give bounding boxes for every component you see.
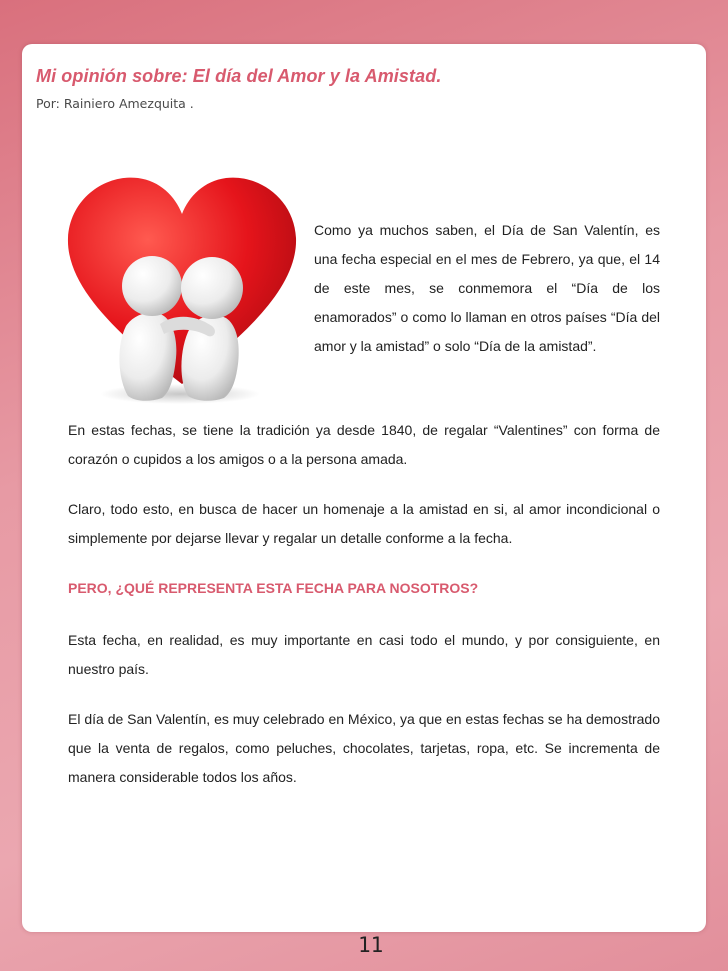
- paragraph-homage: Claro, todo esto, en busca de hacer un homenaje a la amistad en si, al amor incondicional o simplemente por dejarse llevar y regalar un detalle conforme a la fecha.: [68, 501, 660, 546]
- article-author: Por: Rainiero Amezquita .: [36, 96, 194, 111]
- paragraph-mexico: El día de San Valentín, es muy celebrado en México, ya que en estas fechas se ha demostrado que la venta de regalos, como peluches, chocolates, tarjetas, ropa, etc. Se incrementa de manera considerable todos los años.: [68, 711, 660, 785]
- page-number: 11: [358, 933, 384, 957]
- article-header: [36, 66, 676, 111]
- paragraph-importance: Esta fecha, en realidad, es muy importante en casi todo el mundo, y por consiguiente, en nuestro país.: [68, 632, 660, 677]
- section-heading: PERO, ¿QUÉ REPRESENTA ESTA FECHA PARA NOSOTROS?: [68, 580, 479, 596]
- article-title: Mi opinión sobre: El día del Amor y la Amistad.: [36, 66, 442, 86]
- heart-with-two-embracing-figures-icon: [62, 168, 302, 408]
- intro-paragraph: Como ya muchos saben, el Día de San Valentín, es una fecha especial en el mes de Febrero, ya que, el 14 de este mes, se conmemora el “Día de los enamorados” o como lo llaman en otros países “Día del amor y la amistad” o solo “Día de la amistad”.: [314, 222, 660, 354]
- document-page: [22, 44, 706, 932]
- article-body: [68, 416, 660, 813]
- paragraph-tradition: En estas fechas, se tiene la tradición ya desde 1840, de regalar “Valentines” con forma de corazón o cupidos a los amigos o a la persona amada.: [68, 422, 660, 467]
